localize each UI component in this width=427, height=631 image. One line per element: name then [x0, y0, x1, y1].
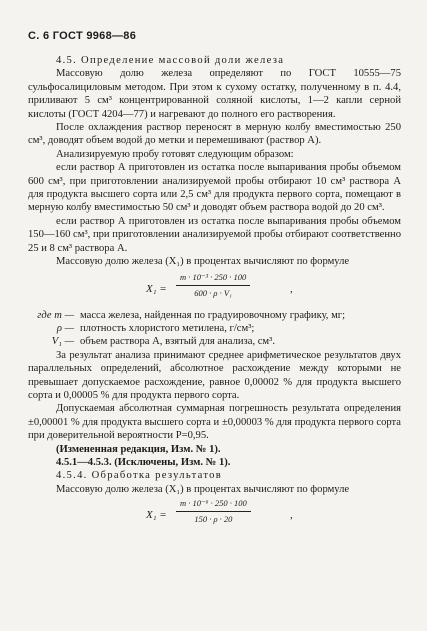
formula-x1-first: [28, 272, 401, 308]
formula-denominator: 150 · ρ · 20: [194, 514, 233, 525]
definition-symbol: где m —: [37, 309, 74, 321]
formula-x1-second: [28, 498, 401, 534]
definition-row: [28, 309, 401, 322]
formula-fraction: [176, 498, 251, 524]
definition-text: объем раствора А, взятый для анализа, см³.: [80, 336, 275, 348]
definition-row: [28, 322, 401, 335]
paragraph: если раствор А приготовлен из остатка после выпаривания пробы объемом 150—160 см³, при приготовлении анализируемой пробы отбирают соответственно 25 и 8 см³ раствора А.: [28, 215, 401, 254]
paragraph: Анализируемую пробу готовят следующим образом:: [56, 148, 294, 160]
paragraph: если раствор А приготовлен из остатка после выпаривания пробы объемом 600 см³, при приготовлении анализируемой пробы отбирают 10 см³ раствора А для продукта высшего сорта или 2,5 см³ для продукта первого сорта, помещают в мерную колбу вместимостью 50 см³ и доводят объем раствора водой до 20 см³.: [28, 162, 401, 214]
definition-symbol: V₁ —: [51, 336, 74, 348]
definition-symbol: ρ —: [56, 322, 74, 334]
formula-denominator: 600 · ρ · V₁: [194, 287, 233, 298]
paragraph: Массовую долю железа определяют по ГОСТ 10555—75 сульфосалициловым методом. При этом к сухому остатку, полученному в п. 4.4, приливают 5 см³ концентрированной соляной кислоты, 1—2 капли серной кислоты (ГОСТ 4204—77) и нагревают до полного его растворения.: [28, 68, 401, 120]
formula-numerator: m · 10⁻⁶ · 250 · 100: [176, 498, 251, 512]
paragraph: Массовую долю железа (X₁) в процентах вычисляют по формуле: [56, 256, 350, 268]
formula-fraction: [176, 272, 250, 298]
definition-text: масса железа, найденная по градуировочному графику, мг;: [80, 309, 346, 321]
paragraph: Допускаемая абсолютная суммарная погрешность результата определения ±0,00001 % для продукта высшего сорта и ±0,00003 % для продукта первого сорта при доверительной вероятности P=0,95.: [28, 403, 401, 442]
paragraph: За результат анализа принимают среднее арифметическое результатов двух параллельных определений, абсолютное расхождение между которыми не превышает допускаемое расхождение, равное 0,00002 % для продукта высшего сорта и 0,00005 % для продукта первого сорта.: [28, 349, 401, 401]
formula-lhs: X₁ =: [146, 509, 167, 522]
paragraph: После охлаждения раствор переносят в мерную колбу вместимостью 250 см³, доводят объем водой до метки и перемешивают (раствор А).: [28, 122, 401, 147]
definition-text: плотность хлористого метилена, г/см³;: [80, 322, 255, 334]
definition-row: [28, 335, 401, 348]
section-4-5-title: 4.5. Определение массовой доли железа: [56, 55, 285, 66]
excluded-note: 4.5.1—4.5.3. (Исключены, Изм. № 1).: [56, 456, 231, 468]
paragraph: Массовую долю железа (X₁) в процентах вычисляют по формуле: [56, 483, 350, 495]
formula-tail: ,: [290, 282, 293, 295]
section-4-5-4-title: 4.5.4. Обработка результатов: [56, 470, 223, 482]
page-header: С. 6 ГОСТ 9968—86: [28, 30, 137, 42]
formula-lhs: X₁ =: [146, 282, 167, 295]
edit-note: (Измененная редакция, Изм. № 1).: [56, 443, 221, 455]
formula-numerator: m · 10⁻³ · 250 · 100: [176, 272, 250, 286]
formula-tail: ,: [290, 509, 293, 522]
